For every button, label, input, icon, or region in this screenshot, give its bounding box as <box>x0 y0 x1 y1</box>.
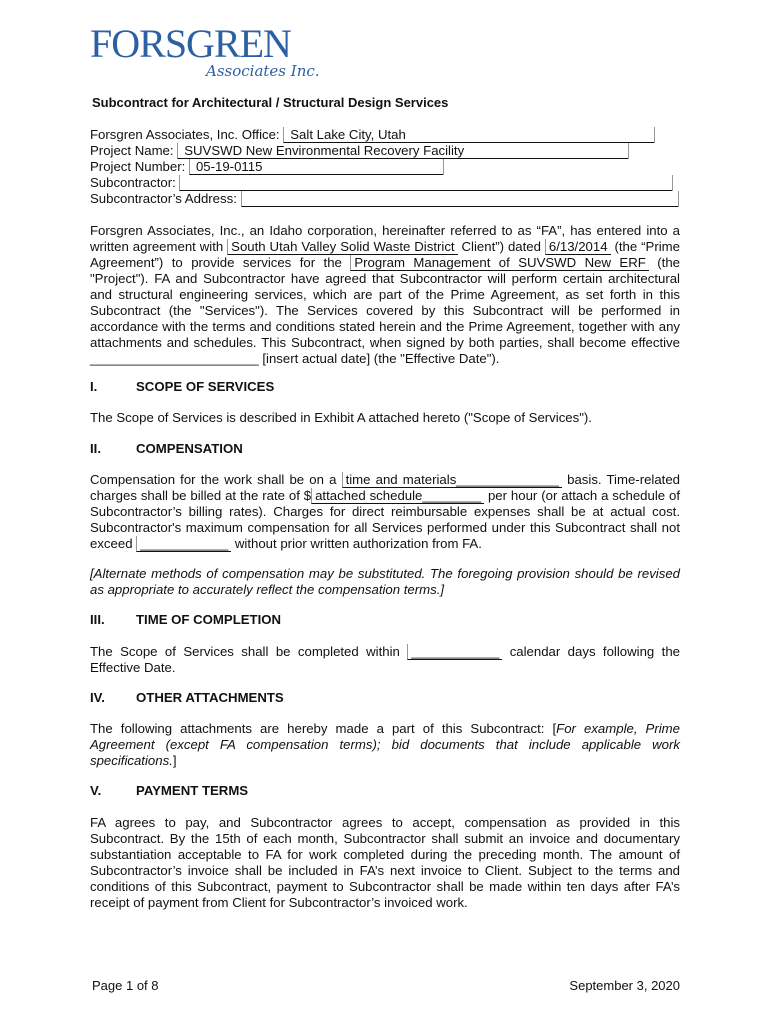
intro-text: Forsgren Associates, Inc., an Idaho corporation, hereinafter referred to as “FA”, has entered into a written agreement with <box>90 223 680 254</box>
section-title: COMPENSATION <box>136 441 243 456</box>
rate-field[interactable]: attached schedule________ <box>311 488 484 504</box>
agreement-date-field[interactable]: 6/13/2014 <box>545 239 611 255</box>
payment-paragraph: FA agrees to pay, and Subcontractor agrees to accept, compensation as provided in this Subcontract. By the 15th of each month, Subcontractor shall submit an invoice and documentary substantiation acceptable to FA for work completed during the preceding month. The amount of Subcontractor’s invoice shall be included in FA’s next invoice to Client. Subject to the terms and conditions of this Subcontract, payment to Subcontractor shall be made within ten days after FA’s receipt of payment from Client for Subcontractor’s invoiced work. <box>90 815 680 910</box>
compensation-text: without prior written authorization from FA. <box>234 536 482 551</box>
section-title: OTHER ATTACHMENTS <box>136 690 284 705</box>
intro-text: (the “Prime Agreement”) to provide services for the <box>90 239 680 270</box>
address-row <box>90 191 679 207</box>
address-label: Subcontractor’s Address: <box>90 191 237 206</box>
basis-field[interactable]: time and materials______________ <box>342 472 562 488</box>
logo-wordmark: FORSGREN <box>90 21 291 66</box>
company-logo <box>90 22 330 84</box>
compensation-text: basis. Time-related charges shall be billed at the rate of $ <box>90 472 681 503</box>
project-name-row <box>90 143 629 159</box>
scope-paragraph: The Scope of Services is described in Exhibit A attached hereto ("Scope of Services"). <box>90 410 592 425</box>
section-number: II. <box>90 441 101 456</box>
page-number: Page 1 of 8 <box>92 978 159 993</box>
subcontractor-label: Subcontractor: <box>90 175 176 190</box>
effective-date-field[interactable]: _______________________ <box>90 351 259 366</box>
attachments-italic: For example, Prime Agreement (except FA compensation terms); bid documents that include applicable work specifications. <box>90 721 680 768</box>
compensation-text: per hour (or attach a schedule of Subcontractor’s billing rates). Charges for direct reimbursable expenses shall be at actual cost. Subcontractor's maximum compensation for all Services performed under this Subcontract shall not exceed <box>90 488 680 551</box>
attachments-text: The following attachments are hereby made a part of this Subcontract: [ <box>90 721 557 736</box>
section-number: V. <box>90 783 102 798</box>
section-number: IV. <box>90 690 105 705</box>
section-heading-attachments <box>90 690 284 705</box>
time-paragraph <box>90 644 680 676</box>
section-heading-time <box>90 612 281 627</box>
section-heading-compensation <box>90 441 243 456</box>
project-number-field[interactable]: 05-19-0115 <box>189 159 443 175</box>
section-heading-payment <box>90 783 248 798</box>
section-number: I. <box>90 379 98 394</box>
intro-text: [insert actual date] (the "Effective Date"). <box>262 351 500 366</box>
project-name-label: Project Name: <box>90 143 174 158</box>
section-title: PAYMENT TERMS <box>136 783 249 798</box>
section-number: III. <box>90 612 105 627</box>
time-text: calendar days following the Effective Date. <box>90 644 680 675</box>
days-field[interactable]: ____________ <box>407 644 502 660</box>
subcontractor-field[interactable] <box>179 175 672 191</box>
project-name-field[interactable]: SUVSWD New Environmental Recovery Facility <box>177 143 628 159</box>
office-label: Forsgren Associates, Inc. Office: <box>90 127 280 142</box>
address-field[interactable] <box>241 191 678 207</box>
compensation-note: [Alternate methods of compensation may be substituted. The foregoing provision should be revised as appropriate to accurately reflect the compensation terms.] <box>90 566 680 597</box>
time-text: The Scope of Services shall be completed within <box>90 644 400 659</box>
office-field[interactable]: Salt Lake City, Utah <box>283 127 654 143</box>
client-field[interactable]: South Utah Valley Solid Waste District <box>227 239 457 255</box>
services-field[interactable]: Program Management of SUVSWD New ERF <box>350 255 648 271</box>
compensation-paragraph <box>90 472 680 552</box>
intro-text: Client”) dated <box>461 239 541 254</box>
attachments-paragraph <box>90 721 680 769</box>
project-number-row <box>90 159 444 175</box>
intro-text: (the "Project"). FA and Subcontractor have agreed that Subcontractor will perform certain architectural and structural engineering services, which are part of the Prime Agreement, as set forth in this Subcontract (the "Services"). The Services covered by this Subcontract will be performed in accordance with the terms and conditions stated herein and the Prime Agreement, together with any attachments and schedules. This Subcontract, when signed by both parties, shall become effective <box>90 255 680 350</box>
logo-subtitle: Associates Inc. <box>206 62 320 80</box>
section-title: SCOPE OF SERVICES <box>136 379 275 394</box>
attachments-text: ] <box>172 753 177 768</box>
subcontractor-row <box>90 175 673 191</box>
section-title: TIME OF COMPLETION <box>136 612 282 627</box>
office-row <box>90 127 655 143</box>
max-compensation-field[interactable]: ____________ <box>136 536 231 552</box>
compensation-text: Compensation for the work shall be on a <box>90 472 337 487</box>
intro-paragraph <box>90 223 680 367</box>
footer-date: September 3, 2020 <box>569 978 680 993</box>
document-title: Subcontract for Architectural / Structural Design Services <box>92 95 449 110</box>
project-number-label: Project Number: <box>90 159 186 174</box>
section-heading-scope <box>90 379 274 394</box>
